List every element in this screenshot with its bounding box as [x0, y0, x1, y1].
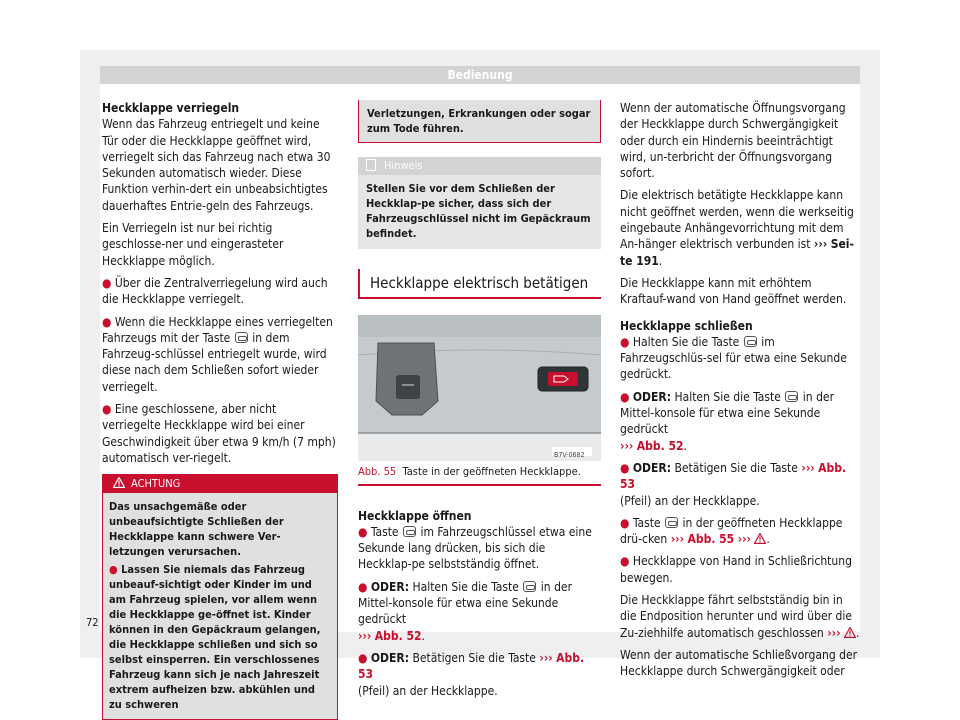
tailgate-key-icon [403, 526, 416, 537]
list-item: ● Taste in der geöffneten Heckklappe drü-cken ››› Abb. 55 ››› . [620, 515, 843, 547]
figure-tailgate-button [358, 315, 601, 461]
warning-header: ACHTUNG [103, 475, 337, 493]
column-2 [358, 104, 601, 705]
column-3 [620, 100, 860, 686]
paragraph: Wenn der automatische Schließvorgang der Heckklappe durch Schwergängigkeit oder [620, 647, 858, 679]
note-text: Stellen Sie vor dem Schließen der Heckklap-pe sicher, dass sich der Fahrzeugschlüssel nicht im Gepäckraum befindet. [358, 175, 601, 249]
section-title: Heckklappe elektrisch betätigen [358, 269, 601, 299]
figure-link[interactable]: Abb. 55 [687, 532, 735, 547]
paragraph: Die elektrisch betätigte Heckklappe kann nicht geöffnet werden, wenn die werkseitig eingebaute Anhängevorrichtung mit dem An-hänger elektrisch verbunden ist ››› Sei-te 191. [620, 188, 854, 268]
paragraph: Wenn das Fahrzeug entriegelt und keine Tür oder die Heckklappe geöffnet wird, verriegelt sich das Fahrzeug nach etwa 30 Sekunden automatisch wieder. Diese Funktion verhin-dert ein unbeabsichtigtes dauerhaftes Entrie-geln des Fahrzeugs. [102, 117, 331, 213]
manual-page [86, 66, 860, 712]
list-item: ● ODER: Betätigen Sie die Taste ››› Abb. 53 (Pfeil) an der Heckklappe. [358, 650, 585, 698]
page-number: 72 [86, 616, 99, 629]
warning-triangle-icon [844, 627, 856, 638]
figure-link[interactable]: Abb. 53 [358, 650, 585, 682]
warning-triangle-icon [754, 533, 766, 544]
paragraph: Die Heckklappe fährt selbstständig bin in die Endposition herunter und wird über die Zu-ziehhilfe automatisch geschlossen ››› . [620, 593, 860, 640]
heading-open: Heckklappe öffnen [358, 508, 472, 523]
list-item: ● Taste im Fahrzeugschlüssel etwa eine Sekunde lang drücken, bis sich die Heckklap-pe selbstständig öffnet. [358, 524, 592, 572]
page-link[interactable]: Sei-te 191 [620, 237, 854, 268]
info-icon [366, 159, 376, 171]
warning-intro: Das unsachgemäße oder unbeaufsichtigte Schließen der Heckklappe kann schwere Ver-letzungen verursachen. [109, 500, 284, 559]
tailgate-key-icon [665, 517, 678, 528]
list-item: ● Über die Zentralverriegelung wird auch die Heckklappe verriegelt. [102, 275, 328, 307]
page-background [80, 50, 880, 712]
list-item: ● Eine geschlossene, aber nicht verriegelte Heckklappe wird bei einer Geschwindigkeit über etwa 9 km/h (7 mph) automatisch ver-riegelt. [102, 402, 336, 465]
tailgate-key-icon [523, 581, 536, 592]
section-header: Bedienung [100, 66, 860, 84]
warning-continuation: Verletzungen, Erkrankungen oder sogar zum Tode führen. [358, 100, 601, 143]
warning-box [102, 474, 338, 720]
list-item: ● Heckklappe von Hand in Schließrichtung bewegen. [620, 554, 852, 585]
figure-link[interactable]: Abb. 52 [636, 438, 684, 453]
tailgate-key-icon [235, 332, 248, 343]
warning-bullet: ● Lassen Sie niemals das Fahrzeug unbeauf-sichtigt oder Kinder im und am Fahrzeug spielen, vor allem wenn die Heckklappe ge-öffnet ist. Kinder können in den Gepäckraum gelangen, die Heckklappe schließen und sich so selbst einsperren. Ein verschlossenes Fahrzeug kann sich je nach Jahreszeit extrem aufheizen bzw. abkühlen und zu schweren [109, 563, 321, 712]
list-item: ● ODER: Halten Sie die Taste in der Mittel-konsole für etwa eine Sekunde gedrückt ››› Abb. 52. [620, 389, 835, 453]
list-item: ● Wenn die Heckklappe eines verriegelten Fahrzeugs mit der Taste in dem Fahrzeug-schlüssel entriegelt wurde, wird diese nach dem Schließen sofort wieder verriegelt. [102, 314, 333, 394]
list-item: ● Halten Sie die Taste im Fahrzeugschlüs-sel für etwa eine Sekunde gedrückt. [620, 334, 847, 382]
list-item: ● ODER: Halten Sie die Taste in der Mittel-konsole für etwa eine Sekunde gedrückt ››› Abb. 52. [358, 579, 573, 643]
paragraph: Wenn der automatische Öffnungsvorgang der Heckklappe durch Schwergängigkeit oder durch ein Hindernis beeinträchtigt wird, un-terbricht der Öffnungsvorgang sofort. [620, 101, 846, 181]
figure-link[interactable]: Abb. 52 [374, 628, 422, 643]
heading-close: Heckklappe schließen [620, 318, 753, 333]
tailgate-illustration [358, 315, 601, 461]
warning-triangle-icon [113, 477, 125, 488]
tailgate-key-icon [744, 336, 757, 347]
note-header: Hinweis [358, 157, 601, 175]
figure-caption: Abb. 55 Taste in der geöffneten Heckklappe. [358, 461, 601, 485]
figure-code: B7V-0682 [554, 451, 585, 460]
list-item: ● ODER: Betätigen Sie die Taste ››› Abb. 53 (Pfeil) an der Heckklappe. [620, 460, 847, 508]
tailgate-key-icon [785, 391, 798, 402]
heading-lock: Heckklappe verriegeln [102, 101, 240, 115]
note-box [358, 157, 601, 249]
paragraph: Ein Verriegeln ist nur bei richtig geschlosse-ner und eingerasteter Heckklappe möglich. [102, 221, 284, 268]
column-1 [102, 100, 338, 720]
figure-link[interactable]: Abb. 53 [620, 460, 847, 492]
paragraph: Die Heckklappe kann mit erhöhtem Kraftauf-wand von Hand geöffnet werden. [620, 275, 847, 307]
